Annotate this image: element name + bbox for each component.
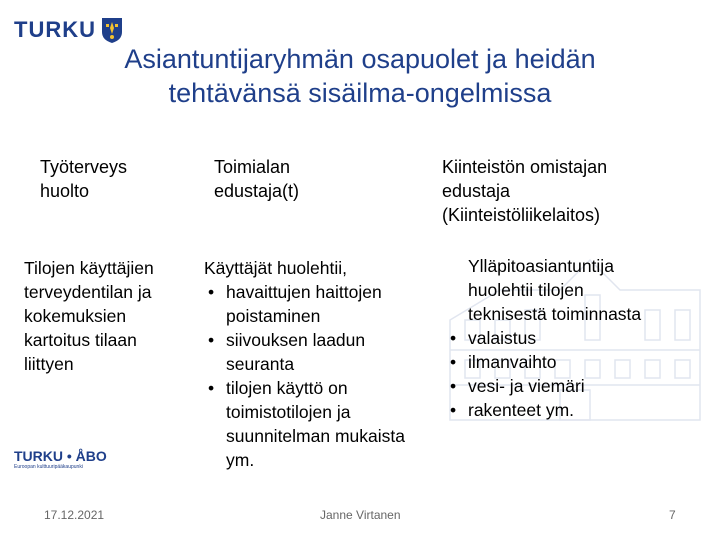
column-3-intro xyxy=(446,254,706,326)
column-2-heading-line: Toimialan xyxy=(214,157,291,177)
column-3-heading-line: edustaja xyxy=(442,181,511,201)
column-3-intro-line: teknisestä toiminnasta xyxy=(468,304,642,324)
list-item-line: suunnitelman mukaista xyxy=(226,426,405,446)
column-3-heading-line: (Kiinteistöliikelaitos) xyxy=(442,205,601,225)
list-item-line: ym. xyxy=(226,450,255,470)
column-1-body-line: terveydentilan ja xyxy=(24,282,152,302)
list-item-line: toimistotilojen ja xyxy=(226,402,351,422)
list-item-line: • siivouksen laadun xyxy=(226,330,366,350)
list-item xyxy=(204,280,440,328)
crest-icon xyxy=(100,16,124,44)
column-3-intro-line: huolehtii tilojen xyxy=(468,280,584,300)
column-3-heading-line: Kiinteistön omistajan xyxy=(442,157,608,177)
list-item: • valaistus xyxy=(446,326,706,350)
column-1-body-line: kokemuksien xyxy=(24,306,127,326)
page-number: 7 xyxy=(669,508,676,522)
column-3-list xyxy=(446,326,706,422)
column-3-heading xyxy=(442,155,607,227)
column-3-intro-line: Ylläpitoasiantuntija xyxy=(468,256,614,276)
list-item: • ilmanvaihto xyxy=(446,350,706,374)
list-item: • vesi- ja viemäri xyxy=(446,374,706,398)
culture-capital-logo-sub: Euroopan kulttuuripääkaupunki xyxy=(14,464,83,470)
column-2-intro: Käyttäjät huolehtii, xyxy=(204,258,348,278)
culture-capital-logo-text: TURKU • ÅBO xyxy=(14,448,107,464)
turku-logo xyxy=(14,16,124,44)
column-1-body-line: Tilojen käyttäjien xyxy=(24,258,154,278)
column-1-heading xyxy=(40,155,127,203)
list-item-line: • havaittujen haittojen xyxy=(226,282,382,302)
list-item-line: seuranta xyxy=(226,354,295,374)
logo-text: TURKU xyxy=(14,17,96,42)
column-1-heading-line: Työterveys xyxy=(40,157,128,177)
list-item: • rakenteet ym. xyxy=(446,398,706,422)
slide-title xyxy=(0,42,720,110)
title-line-2: tehtävänsä sisäilma-ongelmissa xyxy=(168,78,552,108)
list-item-line: poistaminen xyxy=(226,306,321,326)
column-1-body xyxy=(24,256,154,376)
footer-date: 17.12.2021 xyxy=(44,508,105,522)
column-2-list xyxy=(204,280,440,472)
list-item xyxy=(204,328,440,376)
column-1-body-line: kartoitus tilaan xyxy=(24,330,137,350)
column-2-heading-line: edustaja(t) xyxy=(214,181,300,201)
column-3-body xyxy=(446,254,706,422)
culture-capital-logo xyxy=(14,448,154,488)
list-item-line: • tilojen käyttö on xyxy=(226,378,348,398)
column-1-heading-line: huolto xyxy=(40,181,90,201)
title-line-1: Asiantuntijaryhmän osapuolet ja heidän xyxy=(124,44,596,74)
footer-author: Janne Virtanen xyxy=(320,508,401,522)
column-2-body xyxy=(204,256,440,472)
column-1-body-line: liittyen xyxy=(24,354,74,374)
column-2-heading xyxy=(214,155,299,203)
list-item xyxy=(204,376,440,472)
